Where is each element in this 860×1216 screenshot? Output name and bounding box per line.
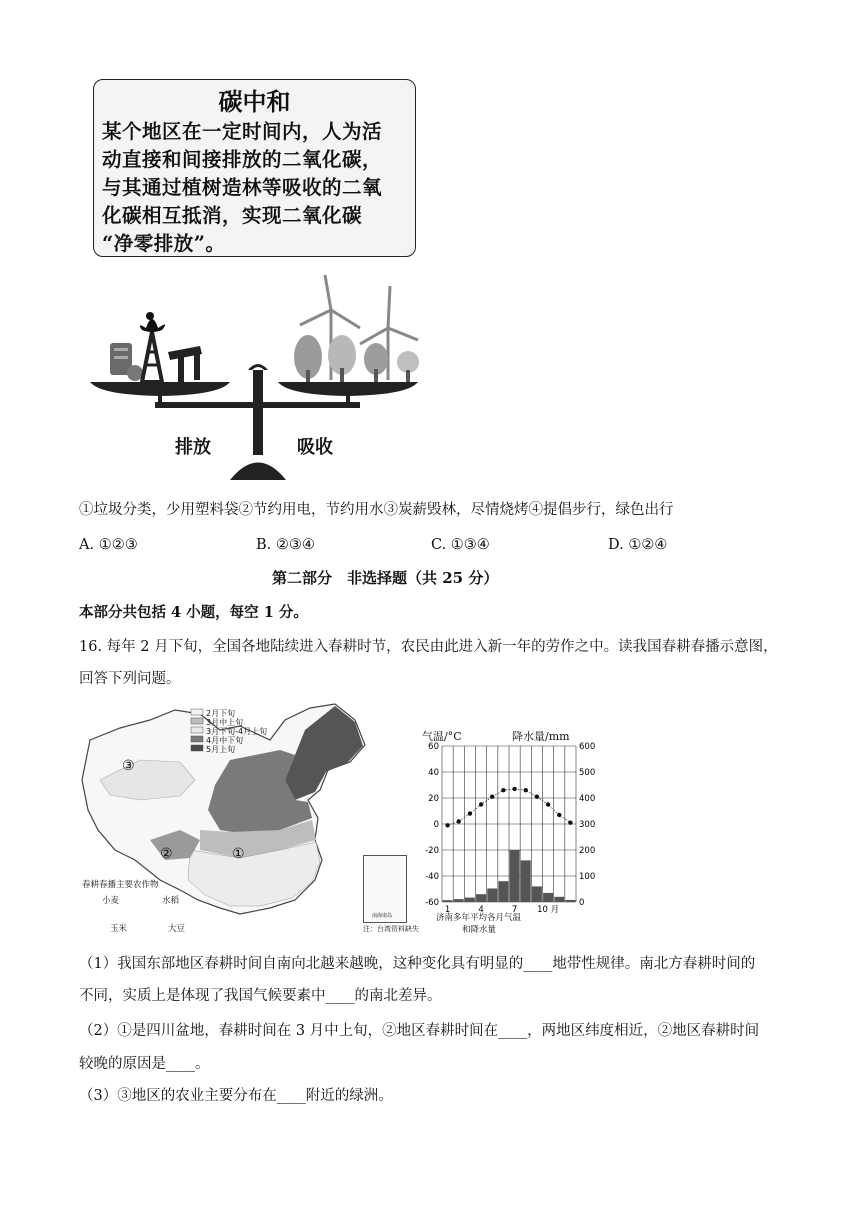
temperature-point bbox=[501, 788, 505, 792]
spring-sowing-map bbox=[80, 700, 368, 938]
map-note: 注：台湾资料缺失 bbox=[363, 925, 419, 933]
precipitation-bar bbox=[487, 888, 497, 902]
scale-label-absorption: 吸收 bbox=[297, 437, 333, 458]
left-tick-label: 60 bbox=[428, 742, 439, 752]
section-title: 第二部分 非选择题（共 25 分） bbox=[272, 569, 499, 587]
chart-caption-line2: 和降水量 bbox=[462, 925, 497, 935]
temperature-point bbox=[557, 813, 561, 817]
temperature-point bbox=[568, 821, 572, 825]
region-label-2: ② bbox=[160, 846, 173, 862]
right-tick-label: 200 bbox=[579, 846, 596, 856]
region-label-1: ① bbox=[232, 846, 245, 862]
q16-sub2-line1: （2）①是四川盆地，春耕时间在 3 月中上旬，②地区春耕时间在____，两地区纬度相近，②地区春耕时间 bbox=[79, 1023, 760, 1039]
callout-title: 碳中和 bbox=[218, 87, 291, 116]
precipitation-bar bbox=[543, 893, 553, 902]
precipitation-bar bbox=[554, 897, 564, 902]
callout-line: 化碳相互抵消，实现二氧化碳 bbox=[102, 204, 363, 227]
x-tick-label: 1 bbox=[444, 905, 451, 915]
option-d[interactable]: D. ①②④ bbox=[608, 537, 668, 553]
temperature-point bbox=[457, 819, 461, 823]
precipitation-bar bbox=[565, 900, 575, 902]
callout-line: “净零排放”。 bbox=[102, 232, 226, 255]
balance-scale-illustration bbox=[80, 270, 440, 485]
precipitation-bar bbox=[476, 894, 486, 902]
legend-label: 2月下旬 bbox=[206, 709, 236, 718]
temperature-point bbox=[512, 787, 516, 791]
option-a[interactable]: A. ①②③ bbox=[79, 537, 138, 553]
right-tick-label: 600 bbox=[579, 742, 596, 752]
crops-title: 春耕春播主要农作物 bbox=[82, 880, 159, 890]
callout-line: 某个地区在一定时间内，人为活 bbox=[102, 120, 383, 143]
right-tick-label: 100 bbox=[579, 872, 596, 882]
right-axis-label: 降水量/mm bbox=[512, 730, 570, 743]
precipitation-bar bbox=[443, 900, 453, 902]
precipitation-bar bbox=[510, 850, 520, 902]
crop-wheat-label: 小麦 bbox=[102, 896, 120, 906]
temperature-point bbox=[490, 795, 494, 799]
precipitation-bar bbox=[454, 899, 464, 902]
precipitation-bar bbox=[532, 886, 542, 902]
q16-stem-line2: 回答下列问题。 bbox=[79, 671, 181, 687]
temperature-point bbox=[479, 802, 483, 806]
left-tick-label: -20 bbox=[425, 846, 439, 856]
inset-label: 南海诸岛 bbox=[372, 913, 393, 919]
temperature-point bbox=[445, 823, 449, 827]
q16-sub1-line2: 不同，实质上是体现了我国气候要素中____的南北差异。 bbox=[79, 988, 442, 1004]
q16-stem-line1: 16. 每年 2 月下旬，全国各地陆续进入春耕时节，农民由此进入新一年的劳作之中。读我国春耕春播示意图， bbox=[79, 639, 778, 655]
section-note: 本部分共包括 4 小题，每空 1 分。 bbox=[79, 604, 308, 621]
callout-line: 与其通过植树造林等吸收的二氧 bbox=[102, 176, 383, 199]
precipitation-bar bbox=[498, 881, 508, 902]
crop-corn-label: 玉米 bbox=[110, 924, 128, 934]
statement-list: ①垃圾分类，少用塑料袋②节约用电，节约用水③炭薪毁林，尽情烧烤④提倡步行，绿色出行 bbox=[79, 502, 674, 518]
legend-label: 5月上旬 bbox=[206, 745, 236, 754]
region-label-3: ③ bbox=[122, 758, 135, 774]
legend-label: 3月下旬-4月上旬 bbox=[206, 727, 268, 736]
q16-sub3: （3）③地区的农业主要分布在____附近的绿洲。 bbox=[79, 1088, 393, 1104]
left-tick-label: -60 bbox=[425, 898, 439, 908]
carbon-neutral-callout bbox=[93, 79, 416, 257]
legend-label: 4月中下旬 bbox=[206, 736, 244, 745]
precipitation-bar bbox=[465, 898, 475, 902]
absorption-sources-icon bbox=[294, 275, 419, 382]
right-tick-label: 300 bbox=[579, 820, 596, 830]
x-tick-label: 7 bbox=[511, 905, 518, 915]
precipitation-bar bbox=[521, 860, 531, 902]
temperature-point bbox=[546, 802, 550, 806]
right-tick-label: 0 bbox=[579, 898, 585, 908]
q16-sub1-line1: （1）我国东部地区春耕时间自南向北越来越晚，这种变化具有明显的____地带性规律。南北方春耕时间的 bbox=[79, 956, 756, 972]
inset-map-box bbox=[363, 855, 407, 923]
temperature-point bbox=[524, 788, 528, 792]
scale-label-emission: 排放 bbox=[175, 437, 211, 458]
left-tick-label: 20 bbox=[428, 794, 439, 804]
right-tick-label: 500 bbox=[579, 768, 596, 778]
q16-sub2-line2: 较晚的原因是____。 bbox=[79, 1056, 210, 1072]
x-tick-label: 4 bbox=[478, 905, 484, 915]
crop-rice-label: 水稻 bbox=[162, 896, 180, 906]
temperature-point bbox=[535, 795, 539, 799]
emission-sources-icon bbox=[110, 312, 202, 382]
legend-label: 3月中上旬 bbox=[206, 718, 244, 727]
option-b[interactable]: B. ②③④ bbox=[256, 537, 315, 553]
crop-soybean-label: 大豆 bbox=[168, 924, 186, 934]
left-axis-label: 气温/°C bbox=[422, 730, 462, 743]
callout-body bbox=[102, 118, 412, 258]
jinan-climate-chart bbox=[418, 728, 596, 943]
right-tick-label: 400 bbox=[579, 794, 596, 804]
left-tick-label: 40 bbox=[428, 768, 439, 778]
left-tick-label: -40 bbox=[425, 872, 439, 882]
left-tick-label: 0 bbox=[433, 820, 439, 830]
callout-line: 动直接和间接排放的二氧化碳， bbox=[102, 148, 383, 171]
chart-caption-line1: 济南多年平均各月气温 bbox=[436, 913, 522, 923]
option-c[interactable]: C. ①③④ bbox=[431, 537, 490, 553]
x-tick-label: 10 月 bbox=[537, 905, 560, 915]
temperature-point bbox=[468, 811, 472, 815]
